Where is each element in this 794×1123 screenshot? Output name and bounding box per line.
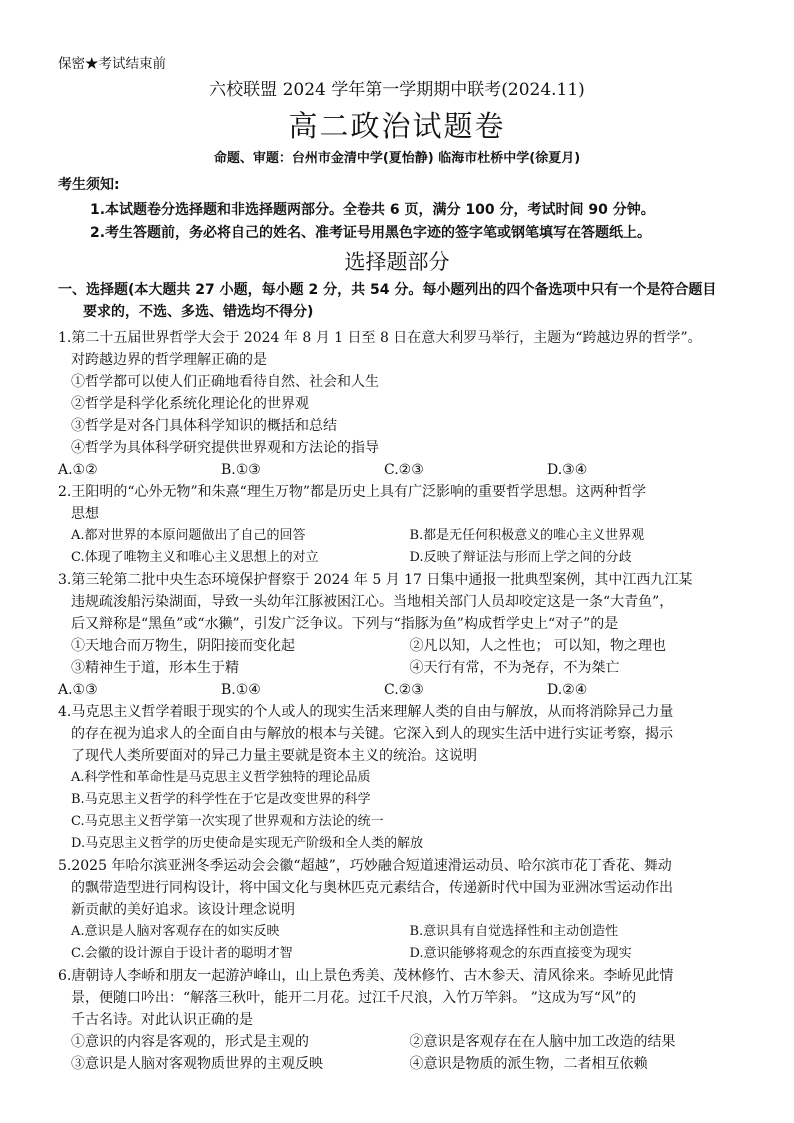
option-a: A.意识是人脑对客观存在的如实反映 bbox=[71, 924, 280, 939]
question-stem: 对跨越边界的哲学理解正确的是 bbox=[71, 352, 267, 368]
question-stem: 的飘带造型进行同构设计，将中国文化与奥林匹克元素结合，传递新时代中国为亚洲冰雪运动作出 bbox=[71, 880, 673, 896]
question-stem: 景，便随口吟出：“解落三秋叶，能开二月花。过江千尺浪，入竹万竿斜。 ”这成为写“风”的 bbox=[71, 990, 637, 1006]
option-b: B.马克思主义哲学的科学性在于它是改变世界的科学 bbox=[71, 792, 371, 807]
option-a: A.都对世界的本原问题做出了自己的回答 bbox=[71, 528, 306, 543]
question-stem: 的存在视为追求人的全面自由与解放的根本与关键。它深入到人的现实生活中进行实证考察，揭示 bbox=[71, 726, 673, 742]
statement: ④意识是物质的派生物，二者相互依赖 bbox=[409, 1056, 648, 1072]
question-5 bbox=[58, 855, 748, 965]
answer-option: A.①③ bbox=[58, 682, 98, 698]
question-stem: 了现代人类所要面对的异己力量主要就是资本主义的统治。这说明 bbox=[71, 748, 477, 764]
statement-row bbox=[58, 657, 748, 679]
option-row bbox=[58, 921, 748, 943]
question-1 bbox=[58, 327, 748, 481]
question-3 bbox=[58, 569, 748, 701]
answer-option: B.①④ bbox=[221, 682, 261, 698]
question-stem: 1.第二十五届世界哲学大会于 2024 年 8 月 1 日至 8 日在意大利罗马举行，主题为“跨越边界的哲学”。 bbox=[58, 330, 702, 346]
statement: ④天行有常，不为尧存，不为桀亡 bbox=[409, 660, 620, 676]
statement: ②哲学是科学化系统化理论化的世界观 bbox=[71, 396, 309, 412]
notice-item: 2.考生答题前，务必将自己的姓名、准考证号用黑色字迹的签字笔或钢笔填写在答题纸上。 bbox=[90, 225, 652, 241]
statement: ①天地合而万物生，阴阳接而变化起 bbox=[71, 638, 295, 654]
part-heading-line: 要求的，不选、多选、错选均不得分) bbox=[83, 304, 314, 320]
option-c: C.马克思主义哲学第一次实现了世界观和方法论的统一 bbox=[71, 814, 384, 829]
question-stem: 新贡献的美好追求。该设计理念说明 bbox=[71, 902, 295, 918]
question-stem: 3.第三轮第二批中央生态环境保护督察于 2024 年 5 月 17 日集中通报一批典型案例，其中江西九江某 bbox=[58, 572, 693, 588]
question-stem: 5.2025 年哈尔滨亚洲冬季运动会会徽“超越”，巧妙融合短道速滑运动员、哈尔滨市花丁香花、舞动 bbox=[58, 858, 672, 874]
question-stem: 2.王阳明的“心外无物”和朱熹“理生万物”都是历史上具有广泛影响的重要哲学思想。这两种哲学 bbox=[58, 484, 646, 500]
answer-options bbox=[58, 679, 748, 701]
statement: ①意识的内容是客观的，形式是主观的 bbox=[71, 1034, 309, 1050]
question-2 bbox=[58, 481, 748, 569]
option-row bbox=[58, 525, 748, 547]
statement: ②意识是客观存在在人脑中加工改造的结果 bbox=[409, 1034, 676, 1050]
question-stem: 违规疏浚船污染湖面，导致一头幼年江豚被困江心。当地相关部门人员却咬定这是一条“大青鱼”， bbox=[71, 594, 674, 610]
statement-row bbox=[58, 1053, 748, 1075]
question-stem: 千古名诗。对此认识正确的是 bbox=[71, 1012, 253, 1028]
statement: ④哲学为具体科学研究提供世界观和方法论的指导 bbox=[71, 440, 379, 456]
question-4 bbox=[58, 701, 748, 855]
answer-option: C.②③ bbox=[384, 462, 424, 478]
notice-item: 1.本试题卷分选择题和非选择题两部分。全卷共 6 页，满分 100 分，考试时间 90 分钟。 bbox=[90, 202, 655, 218]
question-stem: 4.马克思主义哲学着眼于现实的个人或人的现实生活来理解人类的自由与解放，从而将消除异己力量 bbox=[58, 704, 674, 720]
question-stem: 思想 bbox=[71, 506, 99, 522]
confidential-label: 保密★考试结束前 bbox=[58, 56, 166, 72]
option-c: C.会徽的设计源自于设计者的聪明才智 bbox=[71, 946, 293, 961]
statement-row bbox=[58, 635, 748, 657]
option-row bbox=[58, 547, 748, 569]
answer-option: D.③④ bbox=[547, 462, 588, 478]
exam-name: 六校联盟 2024 学年第一学期期中联考(2024.11) bbox=[209, 80, 585, 100]
option-d: D.意识能够将观念的东西直接变为现实 bbox=[409, 946, 632, 961]
answer-options bbox=[58, 459, 748, 481]
statement: ①哲学都可以使人们正确地看待自然、社会和人生 bbox=[71, 374, 379, 390]
statement: ③意识是人脑对客观物质世界的主观反映 bbox=[71, 1056, 323, 1072]
option-a: A.科学性和革命性是马克思主义哲学独特的理论品质 bbox=[71, 770, 371, 785]
page-title: 高二政治试题卷 bbox=[288, 109, 506, 143]
answer-option: B.①③ bbox=[221, 462, 261, 478]
option-d: D.马克思主义哲学的历史使命是实现无产阶级和全人类的解放 bbox=[71, 836, 424, 851]
statement-row bbox=[58, 1031, 748, 1053]
option-d: D.反映了辩证法与形而上学之间的分歧 bbox=[409, 550, 632, 565]
answer-option: D.②④ bbox=[547, 682, 588, 698]
section-title: 选择题部分 bbox=[344, 250, 450, 274]
part-heading bbox=[58, 279, 748, 323]
option-b: B.意识具有自觉选择性和主动创造性 bbox=[409, 924, 619, 939]
option-row bbox=[58, 943, 748, 965]
option-b: B.都是无任何积极意义的唯心主义世界观 bbox=[409, 528, 645, 543]
answer-option: A.①② bbox=[58, 462, 98, 478]
question-6 bbox=[58, 965, 748, 1075]
notice-title: 考生须知: bbox=[58, 177, 120, 193]
question-stem: 后又辩称是“黑鱼”或“水獭”，引发广泛争议。下列与“指豚为鱼”构成哲学史上“对子”的是 bbox=[71, 616, 619, 632]
question-stem: 6.唐朝诗人李峤和朋友一起游泸峰山，山上景色秀美、茂林修竹、古木参天、清风徐来。李峤见此情 bbox=[58, 968, 674, 984]
authors-line: 命题、审题：台州市金清中学(夏怡静) 临海市杜桥中学(徐夏月) bbox=[213, 151, 581, 166]
statement: ③哲学是对各门具体科学知识的概括和总结 bbox=[71, 418, 337, 434]
statement: ②凡以知，人之性也； 可以知，物之理也 bbox=[409, 638, 666, 654]
statement: ③精神生于道，形本生于精 bbox=[71, 660, 239, 676]
answer-option: C.②③ bbox=[384, 682, 424, 698]
option-c: C.体现了唯物主义和唯心主义思想上的对立 bbox=[71, 550, 319, 565]
part-heading-line: 一、选择题(本大题共 27 小题，每小题 2 分，共 54 分。每小题列出的四个备选项中只有一个是符合题目 bbox=[58, 282, 717, 298]
